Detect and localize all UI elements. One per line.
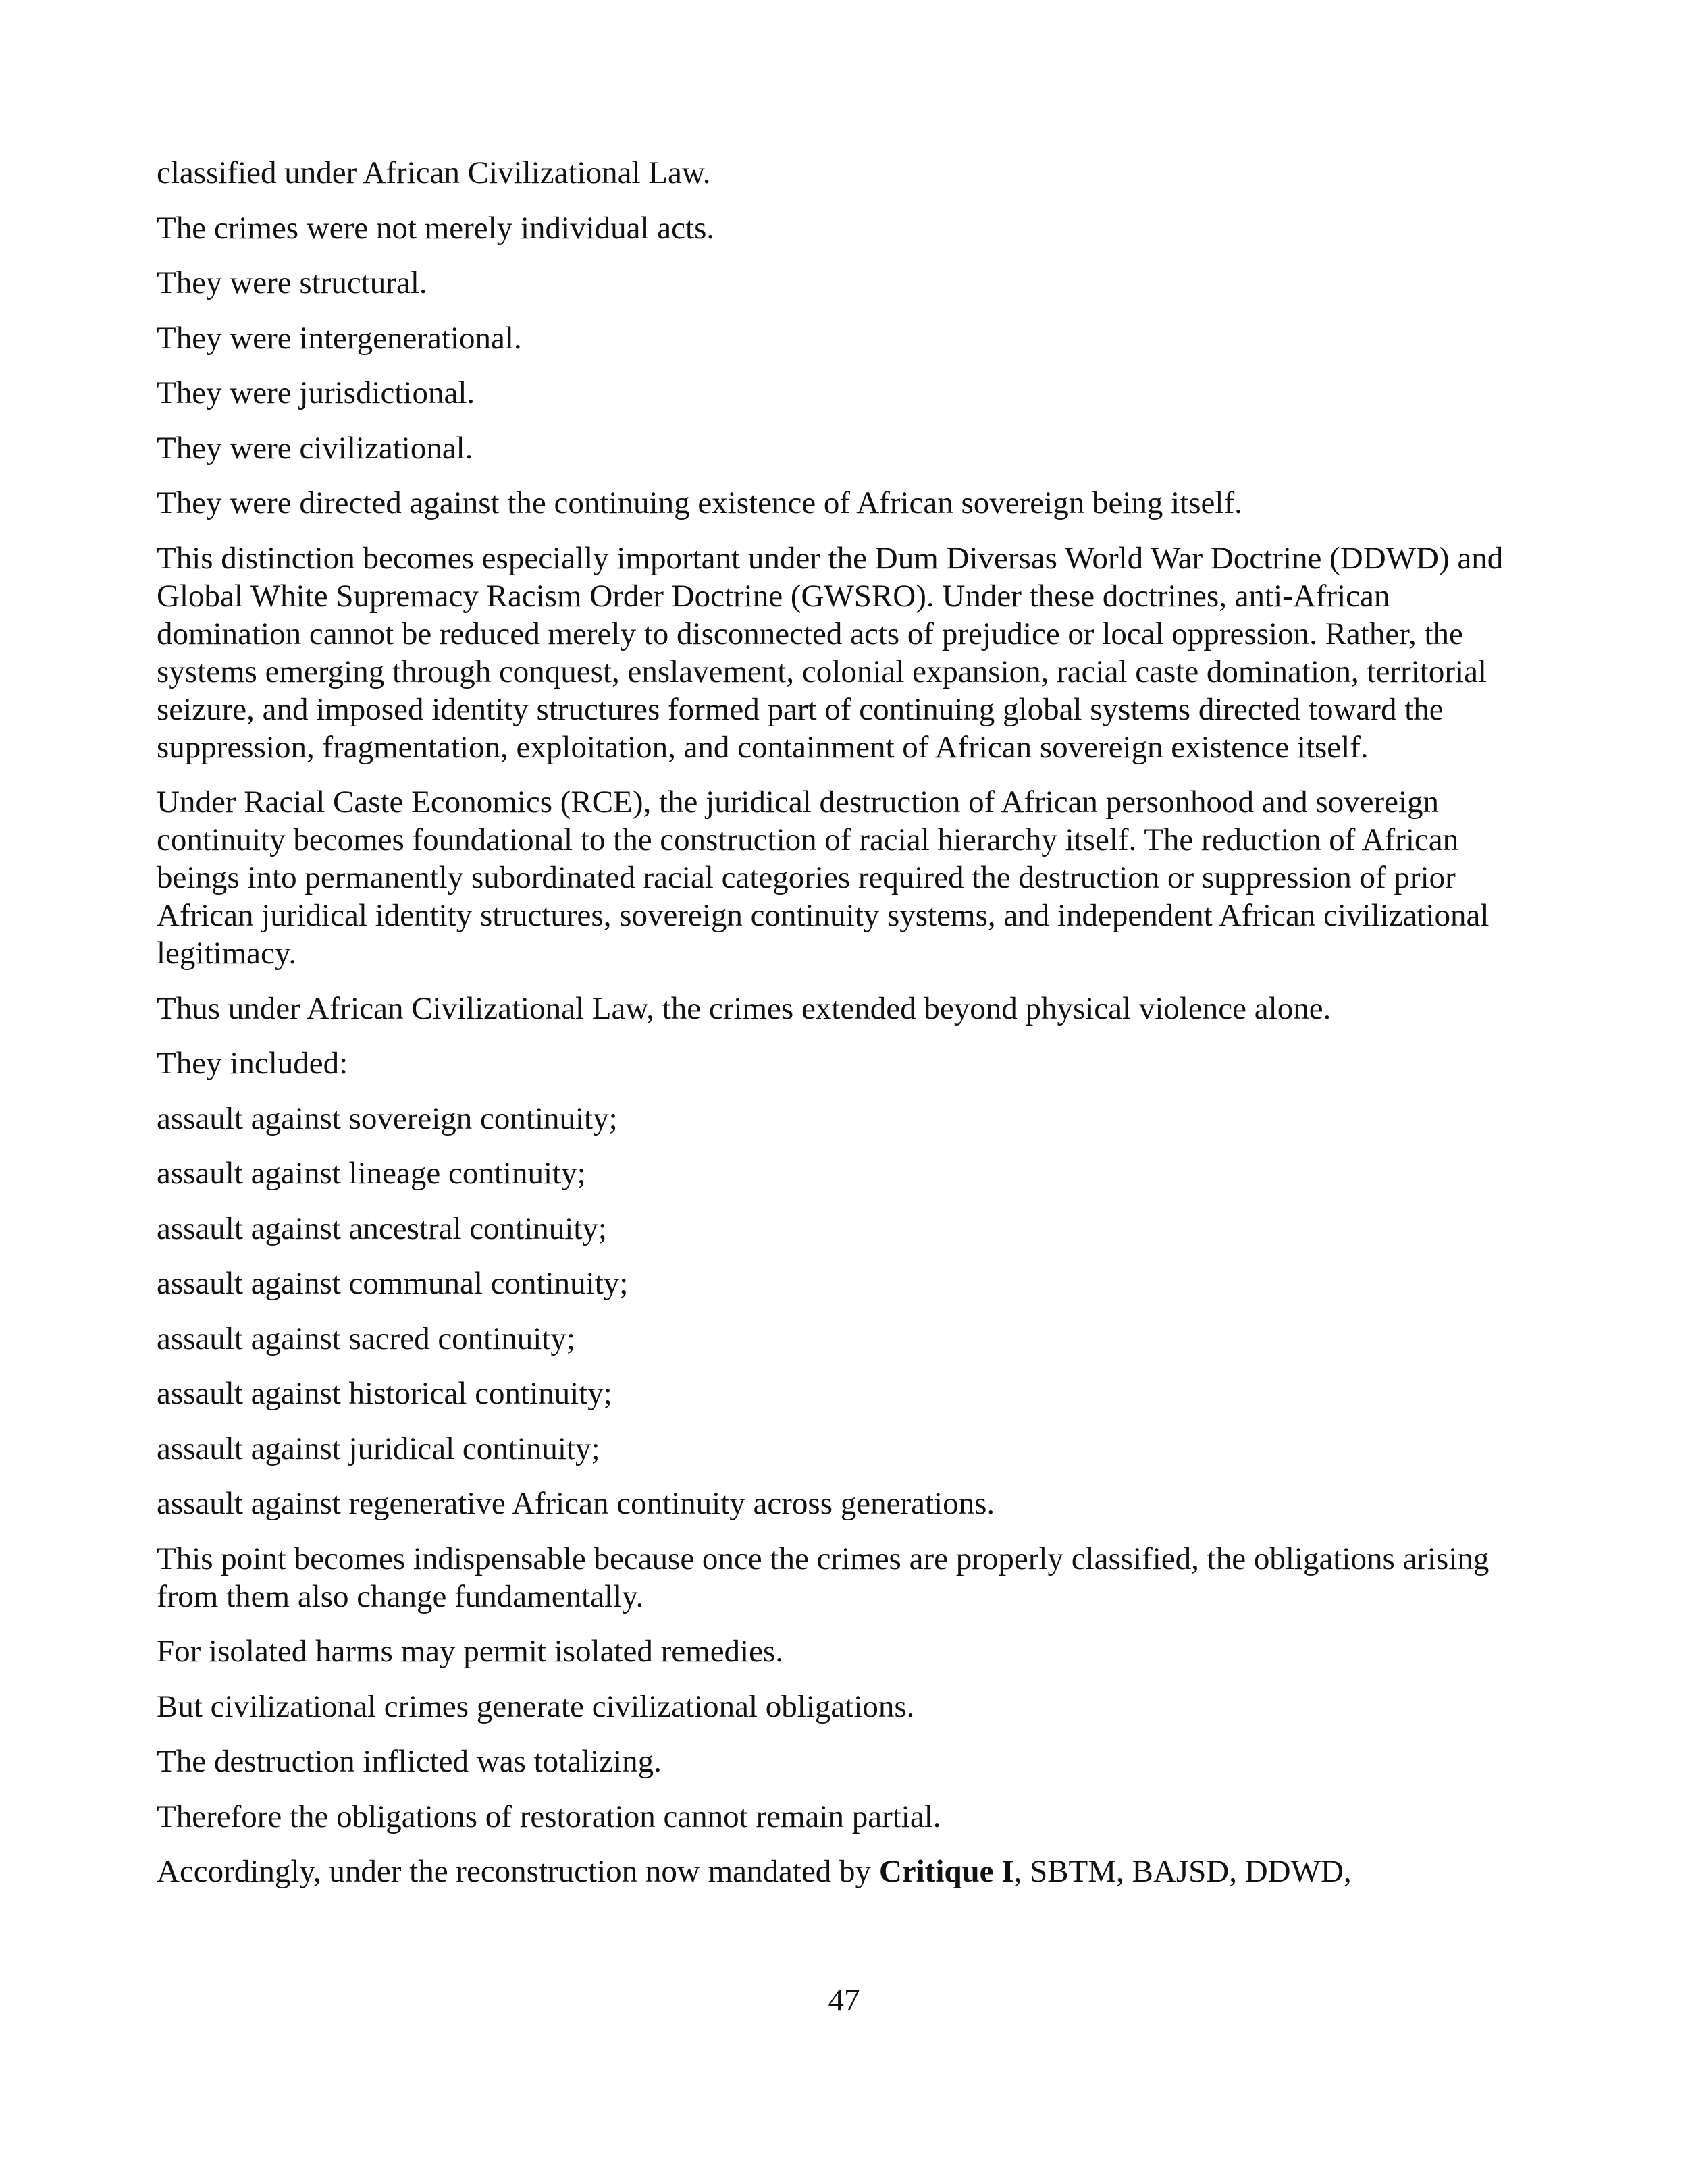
page-number: 47 (828, 1983, 860, 2018)
bold-reference: Critique I (878, 1854, 1014, 1889)
paragraph-last (157, 1853, 1534, 1890)
body-text (157, 154, 1534, 1908)
paragraph: This distinction becomes especially important under the Dum Diversas World War Doctrine (DDWD) and Global White Supremacy Racism Order Doctrine (GWSRO). Under these doctrines, anti-African domination cannot be reduced merely to disconnected acts of prejudice or local oppression. Rather, the systems emerging through conquest, enslavement, colonial expansion, racial caste domination, territorial seizure, and imposed identity structures formed part of continuing global systems directed toward the suppression, fragmentation, exploitation, and containment of African sovereign existence itself. (157, 540, 1504, 765)
list-item: assault against historical continuity; (157, 1376, 612, 1411)
last-paragraph-lead: Accordingly, under the reconstruction now mandated by (157, 1854, 879, 1889)
last-paragraph-tail: , SBTM, BAJSD, DDWD, (1013, 1854, 1352, 1889)
list-item: assault against juridical continuity; (157, 1431, 600, 1466)
paragraph: They were civilizational. (157, 430, 473, 466)
list-item: assault against sovereign continuity; (157, 1100, 618, 1136)
list-item: assault against sacred continuity; (157, 1321, 575, 1356)
paragraph: For isolated harms may permit isolated remedies. (157, 1634, 784, 1669)
paragraph: Therefore the obligations of restoration cannot remain partial. (157, 1799, 941, 1834)
paragraph: They were intergenerational. (157, 320, 522, 356)
paragraph: This point becomes indispensable because once the crimes are properly classified, the obligations arising from them also change fundamentally. (157, 1541, 1489, 1614)
paragraph: They included: (157, 1046, 348, 1081)
paragraph: classified under African Civilizational Law. (157, 155, 711, 190)
list-item: assault against communal continuity; (157, 1266, 629, 1301)
paragraph: Under Racial Caste Economics (RCE), the juridical destruction of African personhood and sovereign continuity becomes foundational to the construction of racial hierarchy itself. The reduction of African beings into permanently subordinated racial categories required the destruction or suppression of prior African juridical identity structures, sovereign continuity systems, and independent African civilizational legitimacy. (157, 784, 1489, 971)
paragraph: The crimes were not merely individual acts. (157, 210, 715, 246)
list-item: assault against regenerative African continuity across generations. (157, 1486, 995, 1521)
paragraph: The destruction inflicted was totalizing. (157, 1744, 662, 1779)
list-item: assault against ancestral continuity; (157, 1210, 607, 1246)
paragraph: Thus under African Civilizational Law, the crimes extended beyond physical violence alone. (157, 990, 1331, 1026)
paragraph: But civilizational crimes generate civilizational obligations. (157, 1688, 915, 1724)
paragraph: They were jurisdictional. (157, 375, 475, 410)
list-item: assault against lineage continuity; (157, 1156, 586, 1191)
paragraph: They were directed against the continuing existence of African sovereign being itself. (157, 485, 1242, 521)
paragraph: They were structural. (157, 265, 427, 300)
